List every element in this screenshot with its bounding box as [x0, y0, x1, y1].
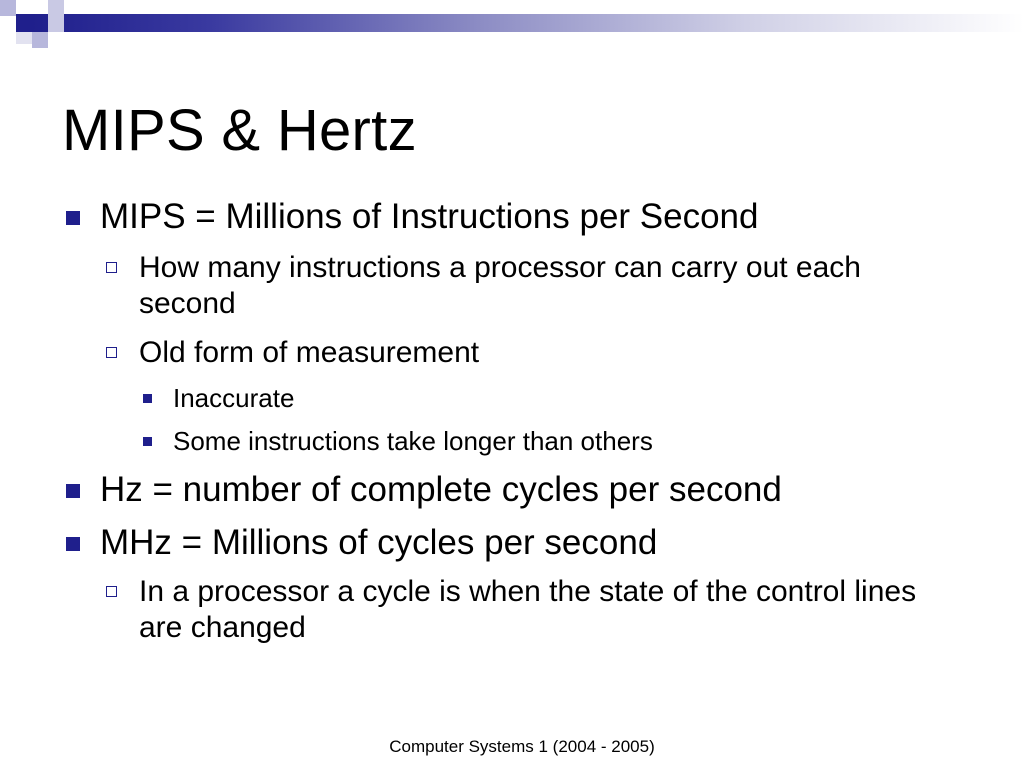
sub-bullet-cycle: In a processor a cycle is when the state of the control lines are changed — [139, 575, 917, 644]
square-bullet-icon — [66, 211, 80, 225]
decor-square — [48, 0, 64, 14]
decor-square — [32, 32, 48, 48]
decor-square — [0, 0, 16, 16]
sub-sub-bullet-some-instructions: Some instructions take longer than others — [173, 426, 653, 456]
square-bullet-icon — [66, 537, 80, 551]
small-square-bullet-icon — [143, 394, 152, 403]
decor-square — [16, 32, 32, 44]
square-bullet-icon — [66, 484, 80, 498]
bullet-mhz: MHz = Millions of cycles per second — [100, 523, 658, 562]
slide-title: MIPS & Hertz — [62, 98, 417, 163]
slide-footer: Computer Systems 1 (2004 - 2005) — [389, 737, 655, 756]
hollow-square-bullet-icon — [106, 586, 117, 597]
small-square-bullet-icon — [143, 437, 152, 446]
header-gradient-bar — [32, 14, 1024, 32]
hollow-square-bullet-icon — [106, 262, 117, 273]
bullet-hz: Hz = number of complete cycles per second — [100, 470, 782, 509]
sub-sub-bullet-inaccurate: Inaccurate — [173, 383, 295, 413]
sub-bullet-old-form: Old form of measurement — [139, 336, 480, 369]
sub-bullet-instructions: How many instructions a processor can carry out each second — [139, 251, 861, 320]
decor-square — [16, 14, 32, 32]
decor-square — [48, 14, 64, 32]
bullet-mips: MIPS = Millions of Instructions per Second — [100, 197, 759, 236]
hollow-square-bullet-icon — [106, 347, 117, 358]
